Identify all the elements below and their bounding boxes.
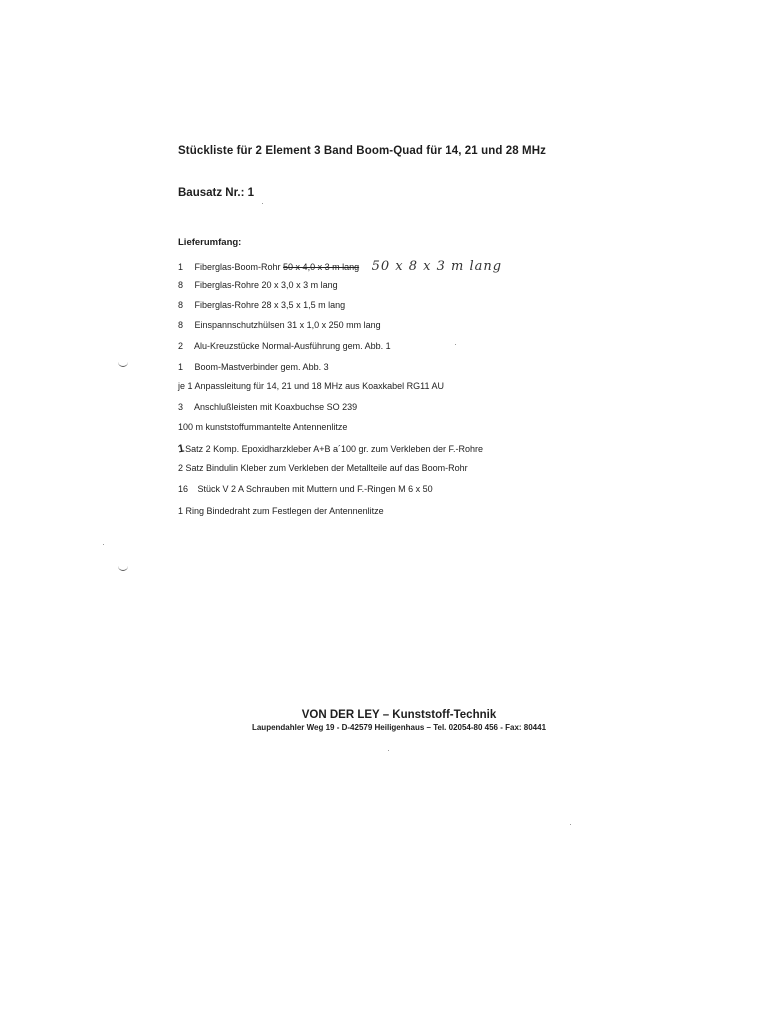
item-qty: 8 xyxy=(178,300,184,310)
list-item xyxy=(178,362,329,372)
list-item xyxy=(178,422,347,432)
document-title: Stückliste für 2 Element 3 Band Boom-Quad für 14, 21 und 28 MHz xyxy=(178,145,546,157)
scan-mark xyxy=(118,362,128,367)
scan-speck xyxy=(103,544,104,545)
scan-speck xyxy=(570,824,571,825)
list-item xyxy=(178,259,502,274)
list-item xyxy=(178,341,391,351)
section-label: Lieferumfang: xyxy=(178,237,242,248)
scan-speck xyxy=(455,344,456,345)
item-qty: 8 xyxy=(178,320,184,330)
list-item xyxy=(178,506,384,516)
item-text: Alu-Kreuzstücke Normal-Ausführung gem. Abb. 1 xyxy=(194,341,391,351)
item-qty: 2 xyxy=(178,341,184,351)
kit-number: Bausatz Nr.: 1 xyxy=(178,187,255,199)
handwritten-correction: 50 x 8 x 3 m lang xyxy=(371,259,503,274)
list-item xyxy=(178,320,381,330)
list-item xyxy=(178,463,468,473)
list-item xyxy=(178,381,444,391)
item-text: Satz 2 Komp. Epoxidharzkleber A+B a´100 gr. zum Verkleben der F.-Rohre xyxy=(185,444,484,454)
item-text: Boom-Mastverbinder gem. Abb. 3 xyxy=(194,362,329,372)
item-qty: 8 xyxy=(178,280,184,290)
item-text: 2 Satz Bindulin Kleber zum Verkleben der Metallteile auf das Boom-Rohr xyxy=(178,463,468,473)
list-item xyxy=(178,402,357,412)
struck-text: 50 x 4,0 x 3 m lang xyxy=(283,262,360,272)
item-text: 1 Ring Bindedraht zum Festlegen der Antennenlitze xyxy=(178,506,384,516)
item-text: Fiberglas-Boom-Rohr xyxy=(194,262,284,272)
item-qty: 16 xyxy=(178,484,189,494)
item-text: Fiberglas-Rohre 20 x 3,0 x 3 m lang xyxy=(194,280,338,290)
item-text: Anschlußleisten mit Koaxbuchse SO 239 xyxy=(194,402,358,412)
company-name: VON DER LEY – Kunststoff-Technik xyxy=(301,709,497,721)
item-text: 100 m kunststoffummantelte Antennenlitze xyxy=(178,422,348,432)
list-item xyxy=(178,443,483,455)
company-address: Laupendahler Weg 19 - D-42579 Heiligenhaus – Tel. 02054-80 456 - Fax: 80441 xyxy=(251,723,547,732)
scan-mark xyxy=(118,566,128,571)
item-qty: 1 xyxy=(178,362,184,372)
item-text: Einspannschutzhülsen 31 x 1,0 x 250 mm lang xyxy=(194,320,381,330)
list-item xyxy=(178,300,345,310)
list-item xyxy=(178,280,338,290)
scan-speck xyxy=(388,750,389,751)
scan-speck xyxy=(262,203,263,204)
list-item xyxy=(178,484,433,494)
item-text: Stück V 2 A Schrauben mit Muttern und F.-Ringen M 6 x 50 xyxy=(197,484,433,494)
handwritten-qty-mark: 1 xyxy=(177,442,186,456)
item-text: Fiberglas-Rohre 28 x 3,5 x 1,5 m lang xyxy=(194,300,346,310)
item-qty: 3 xyxy=(178,402,184,412)
item-text: je 1 Anpassleitung für 14, 21 und 18 MHz aus Koaxkabel RG11 AU xyxy=(178,381,444,391)
item-qty: 1 xyxy=(178,262,184,272)
